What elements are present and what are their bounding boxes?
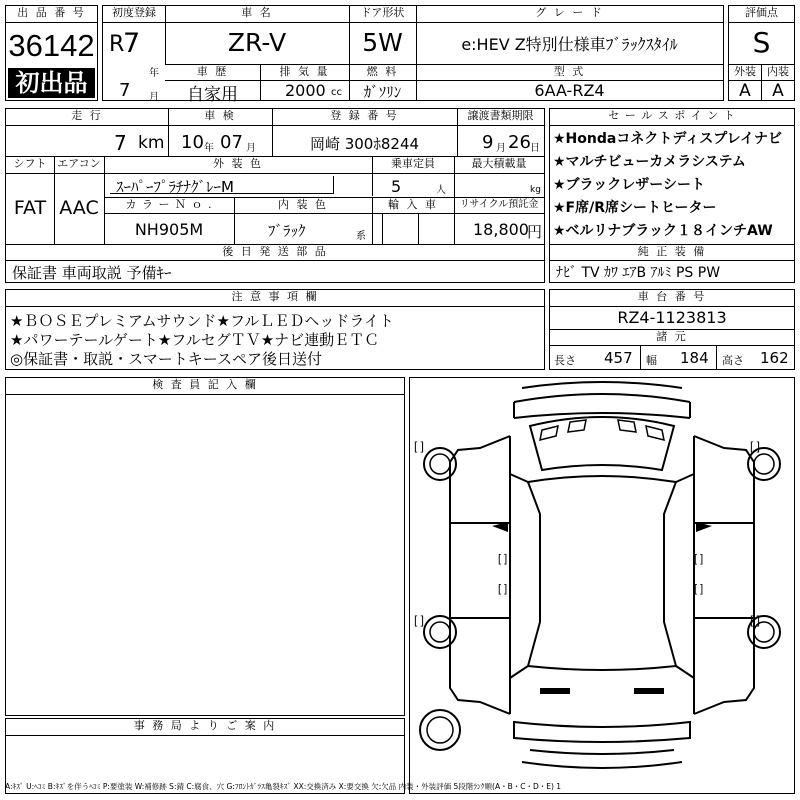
- mileage-header: 走 行: [71, 109, 103, 122]
- interior-color-value: ﾌﾞﾗｯｸ: [268, 222, 306, 240]
- displacement-value: 2000: [285, 81, 326, 100]
- door-header: ドア形状: [360, 6, 405, 19]
- displacement-unit: cc: [331, 87, 342, 98]
- lot-header: 出 品 番 号: [17, 6, 86, 19]
- color-no-header: カ ラ ー Ｎ ｏ .: [125, 198, 213, 211]
- model-header: 型 式: [553, 65, 586, 78]
- inspector-box: [5, 377, 405, 716]
- interior-rating: A: [772, 81, 784, 101]
- rating-value: S: [752, 26, 771, 59]
- notes-line: ◎保証書・取説・スマートキースペア後日送付: [10, 350, 323, 368]
- notes-box: [5, 289, 545, 370]
- chassis-box: [549, 289, 795, 370]
- car-diagram-box: [409, 377, 795, 794]
- first-reg-year: 7: [123, 28, 141, 59]
- svg-text:[ ]: [ ]: [498, 583, 508, 595]
- door-value: 5W: [362, 28, 403, 57]
- length-value: 457: [604, 349, 633, 367]
- transfer-month: 9: [482, 132, 494, 153]
- lot-number: 36142: [8, 28, 95, 63]
- sales-point-item: ★ベルリナブラック１８インチAW: [553, 223, 773, 239]
- aircon-header: エアコン: [57, 157, 101, 170]
- later-parts-value: 保証書 車両取説 予備ｷｰ: [12, 264, 172, 282]
- inspection-header: 車 検: [204, 109, 236, 122]
- length-label: 長さ: [554, 354, 576, 367]
- fuel-value: ｶﾞｿﾘﾝ: [363, 83, 402, 101]
- interior-color-header: 内 装 色: [278, 198, 328, 211]
- first-reg-header: 初度登録: [112, 6, 156, 19]
- equipment-header: 純 正 装 備: [637, 245, 707, 258]
- exterior-color-header: 外 装 色: [213, 157, 263, 170]
- recycle-unit: 円: [527, 223, 543, 241]
- exterior-rating-header: 外装: [734, 65, 756, 78]
- history-value: 自家用: [187, 85, 238, 105]
- first-reg-month-unit: 月: [149, 92, 159, 103]
- exterior-color-value: ｽｰﾊﾟｰﾌﾟﾗﾁﾅｸﾞﾚｰM: [116, 178, 234, 196]
- capacity-header: 乗車定員: [391, 157, 435, 170]
- car-name-header: 車 名: [241, 6, 273, 19]
- sales-points-box: [549, 108, 795, 283]
- registration-value: 岡崎 300ﾎ8244: [309, 135, 420, 153]
- exterior-rating: A: [739, 81, 751, 101]
- max-load-unit: kg: [530, 185, 541, 195]
- model-value: 6AA-RZ4: [534, 81, 605, 100]
- sales-points-header: セ ー ル ス ポ イ ン ト: [608, 109, 736, 122]
- color-no-value: NH905M: [134, 220, 204, 239]
- grade-header: グ レ ー ド: [535, 6, 604, 19]
- height-label: 高さ: [722, 354, 744, 367]
- later-parts-header: 後 日 発 送 部 品: [222, 245, 328, 258]
- inspector-header: 検 査 員 記 入 欄: [152, 378, 258, 391]
- svg-text:[ ]: [ ]: [414, 613, 425, 627]
- first-reg-era: R: [109, 32, 125, 57]
- interior-color-suffix: 系: [356, 231, 366, 242]
- notes-line: ★パワーテールゲート★フルセグＴＶ★ナビ連動ＥＴＣ: [10, 331, 380, 349]
- sales-point-item: ★Hondaコネクトディスプレイナビ: [553, 131, 782, 147]
- legend-text: A:ｷｽﾞ U:ﾍｺﾐ B:ｷｽﾞを伴うﾍｺﾐ P:要塗装 W:補修跡 S:錆 C:腐食、穴 G:ﾌﾛﾝﾄｶﾞﾗｽ亀裂ｷｽﾞ XX:交換済み X:要交換 欠:欠品 内装・外装評価 5段階ﾗﾝｸ順(A・B・C・D・E) 1: [5, 782, 562, 791]
- width-label: 幅: [646, 354, 657, 367]
- inspection-month: 07: [220, 132, 243, 153]
- grade-value: e:HEV Z特別仕様車ﾌﾞﾗｯｸｽﾀｲﾙ: [461, 35, 678, 54]
- svg-text:[ ]: [ ]: [750, 439, 761, 453]
- sales-point-item: ★F席/R席シートヒーター: [553, 200, 717, 216]
- svg-text:[ ]: [ ]: [750, 613, 761, 627]
- aircon-value: AAC: [59, 197, 99, 219]
- transfer-day-unit: 日: [530, 143, 540, 154]
- displacement-header: 排 気 量: [279, 65, 330, 78]
- inspection-year-unit: 年: [204, 143, 214, 154]
- first-reg-year-unit: 年: [149, 68, 159, 79]
- svg-text:[ ]: [ ]: [414, 439, 425, 453]
- first-reg-month: 7: [119, 80, 131, 101]
- notes-header: 注 意 事 項 欄: [231, 290, 319, 303]
- recycle-value: 18,800: [473, 220, 529, 239]
- registration-header: 登 録 番 号: [330, 109, 399, 122]
- notes-line: ★ＢＯＳＥプレミアムサウンド★フルＬＥＤヘッドライト: [10, 312, 394, 330]
- rating-header: 評価点: [745, 6, 778, 19]
- rating-box: [728, 5, 795, 101]
- height-value: 162: [760, 349, 789, 367]
- history-header: 車 歴: [196, 65, 229, 78]
- transfer-deadline-header: 譲渡書類期限: [467, 109, 534, 122]
- inspection-month-unit: 月: [246, 143, 256, 154]
- import-header: 輸 入 車: [388, 198, 438, 211]
- interior-rating-header: 内装: [767, 65, 789, 78]
- shift-value: FAT: [13, 197, 47, 219]
- equipment-value: ﾅﾋﾞ TV ｶﾜ ｴｱB ｱﾙﾐ PS PW: [556, 265, 721, 281]
- width-value: 184: [680, 349, 709, 367]
- max-load-header: 最大積載量: [471, 157, 527, 170]
- svg-text:[ ]: [ ]: [694, 583, 704, 595]
- capacity-value: 5: [391, 177, 402, 196]
- dims-header: 諸 元: [656, 330, 688, 343]
- inspection-year: 10: [181, 132, 204, 153]
- vehicle-info-box: [102, 5, 724, 105]
- mileage-unit: km: [138, 133, 165, 153]
- mileage-value: 7: [114, 131, 127, 155]
- office-header: 事 務 局 よ り ご 案 内: [133, 719, 277, 732]
- svg-text:[ ]: [ ]: [694, 553, 704, 565]
- transfer-day: 26: [508, 132, 531, 153]
- car-damage-diagram: [410, 378, 794, 793]
- svg-text:[ ]: [ ]: [498, 553, 508, 565]
- recycle-header: リサイクル預託金: [459, 199, 539, 210]
- chassis-header: 車 台 番 号: [637, 290, 707, 303]
- transfer-month-unit: 月: [496, 143, 506, 154]
- sales-point-item: ★マルチビューカメラシステム: [553, 154, 746, 170]
- fuel-header: 燃 料: [366, 65, 399, 78]
- car-name-value: ZR-V: [227, 28, 287, 57]
- capacity-unit: 人: [436, 185, 446, 196]
- sales-point-item: ★ブラックレザーシート: [553, 177, 705, 193]
- chassis-value: RZ4-1123813: [617, 308, 727, 327]
- registration-box: [5, 108, 545, 283]
- lot-box: [5, 5, 98, 101]
- shift-header: シフト: [13, 157, 47, 170]
- first-listing-badge: 初出品: [8, 68, 95, 98]
